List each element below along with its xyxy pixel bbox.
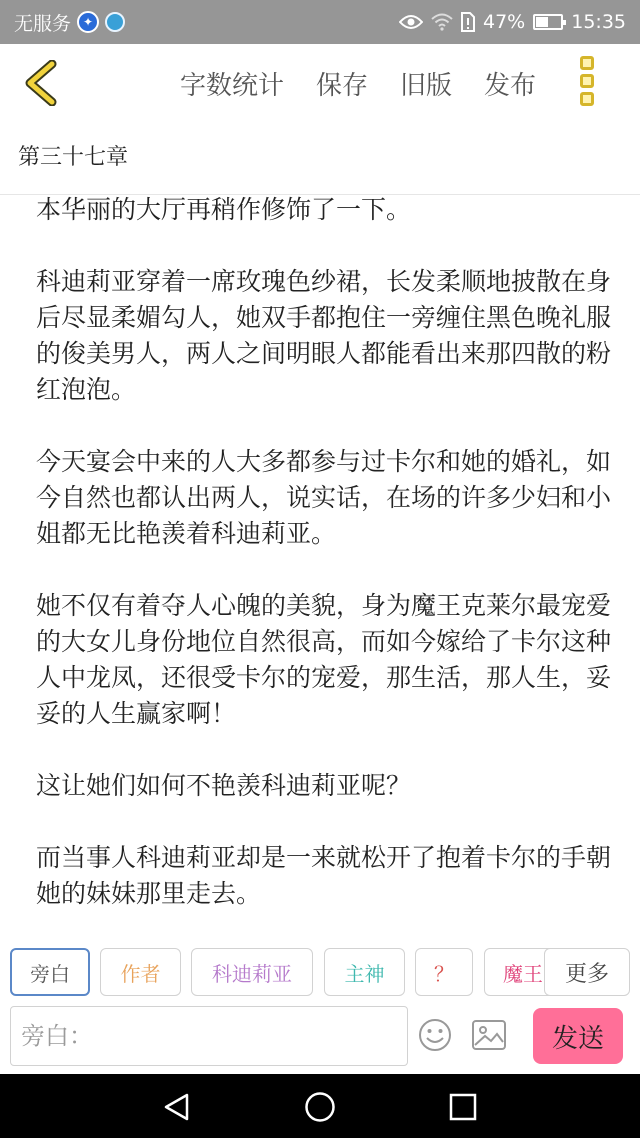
narration-input[interactable] — [10, 1006, 408, 1066]
send-button[interactable]: 发送 — [533, 1008, 623, 1064]
editor-toolbar — [0, 44, 640, 122]
nav-recent-apps-icon[interactable] — [449, 1093, 477, 1121]
menu-dot-icon — [580, 74, 594, 88]
save-button[interactable]: 保存 — [315, 70, 368, 101]
globe-icon — [105, 12, 125, 32]
paragraph: 她不仅有着夺人心魄的美貌，身为魔王克莱尔最宠爱的大女儿身份地位自然很高，而如今嫁给了卡尔这种人中龙凤，还很受卡尔的宠爱，那生活，那人生，妥妥的人生赢家啊！ — [36, 591, 612, 728]
old-version-button[interactable]: 旧版 — [399, 70, 452, 101]
chapter-title[interactable]: 第三十七章 — [18, 145, 129, 170]
menu-dot-icon — [580, 56, 594, 70]
system-nav-bar — [0, 1074, 640, 1138]
eye-icon — [399, 14, 423, 30]
role-tag-label: 科迪莉亚 — [212, 961, 292, 986]
carrier-text: 无服务 — [14, 12, 72, 35]
nav-home-icon[interactable] — [304, 1091, 336, 1123]
status-bar — [0, 0, 640, 44]
nav-back-icon[interactable] — [162, 1092, 192, 1122]
role-tag-label: 作者 — [120, 961, 161, 986]
more-menu-button[interactable] — [580, 56, 596, 106]
role-tag-cordelia[interactable] — [191, 948, 313, 996]
battery-percent: 47% — [483, 11, 526, 33]
role-tag-label: 旁白 — [30, 961, 70, 986]
back-button[interactable] — [22, 60, 62, 106]
battery-icon — [533, 14, 563, 30]
more-roles-button[interactable]: 更多 — [544, 948, 630, 996]
image-icon[interactable] — [472, 1020, 506, 1050]
clock: 15:35 — [571, 11, 626, 33]
role-tag-main-god[interactable] — [324, 948, 405, 996]
emoji-icon[interactable] — [418, 1018, 452, 1052]
paragraph: 这让她们如何不艳羡科迪莉亚呢？ — [36, 771, 412, 800]
chevron-left-icon — [22, 60, 62, 106]
role-tag-author[interactable] — [100, 948, 181, 996]
role-tag-unknown[interactable] — [415, 948, 473, 996]
role-tag-label: ？ — [434, 961, 454, 986]
paragraph: 今天宴会中来的人大多都参与过卡尔和她的婚礼，如今自然也都认出两人，说实话，在场的许多少妇和小姐都无比艳羡着科迪莉亚。 — [36, 447, 612, 548]
chapter-content[interactable] — [36, 192, 616, 927]
publish-button[interactable]: 发布 — [483, 70, 536, 101]
input-row — [0, 1006, 640, 1070]
wifi-icon — [431, 13, 453, 31]
paragraph: 科迪莉亚穿着一席玫瑰色纱裙，长发柔顺地披散在身后尽显柔媚勾人，她双手都抱住一旁缠住黑色晚礼服的俊美男人，两人之间明眼人都能看出来那四散的粉红泡泡。 — [36, 267, 612, 404]
role-tag-narrator[interactable] — [10, 948, 90, 996]
sim-icon — [461, 12, 475, 32]
word-count-button[interactable]: 字数统计 — [179, 70, 284, 101]
app-badge-icon: ✦ — [77, 11, 99, 33]
role-tag-label: 主神 — [344, 961, 385, 986]
paragraph: 而当事人科迪莉亚却是一来就松开了抱着卡尔的手朝她的妹妹那里走去。 — [36, 843, 612, 908]
role-tag-label: 魔王 — [503, 961, 543, 986]
menu-dot-icon — [580, 92, 594, 106]
paragraph: 本华丽的大厅再稍作修饰了一下。 — [36, 195, 412, 224]
